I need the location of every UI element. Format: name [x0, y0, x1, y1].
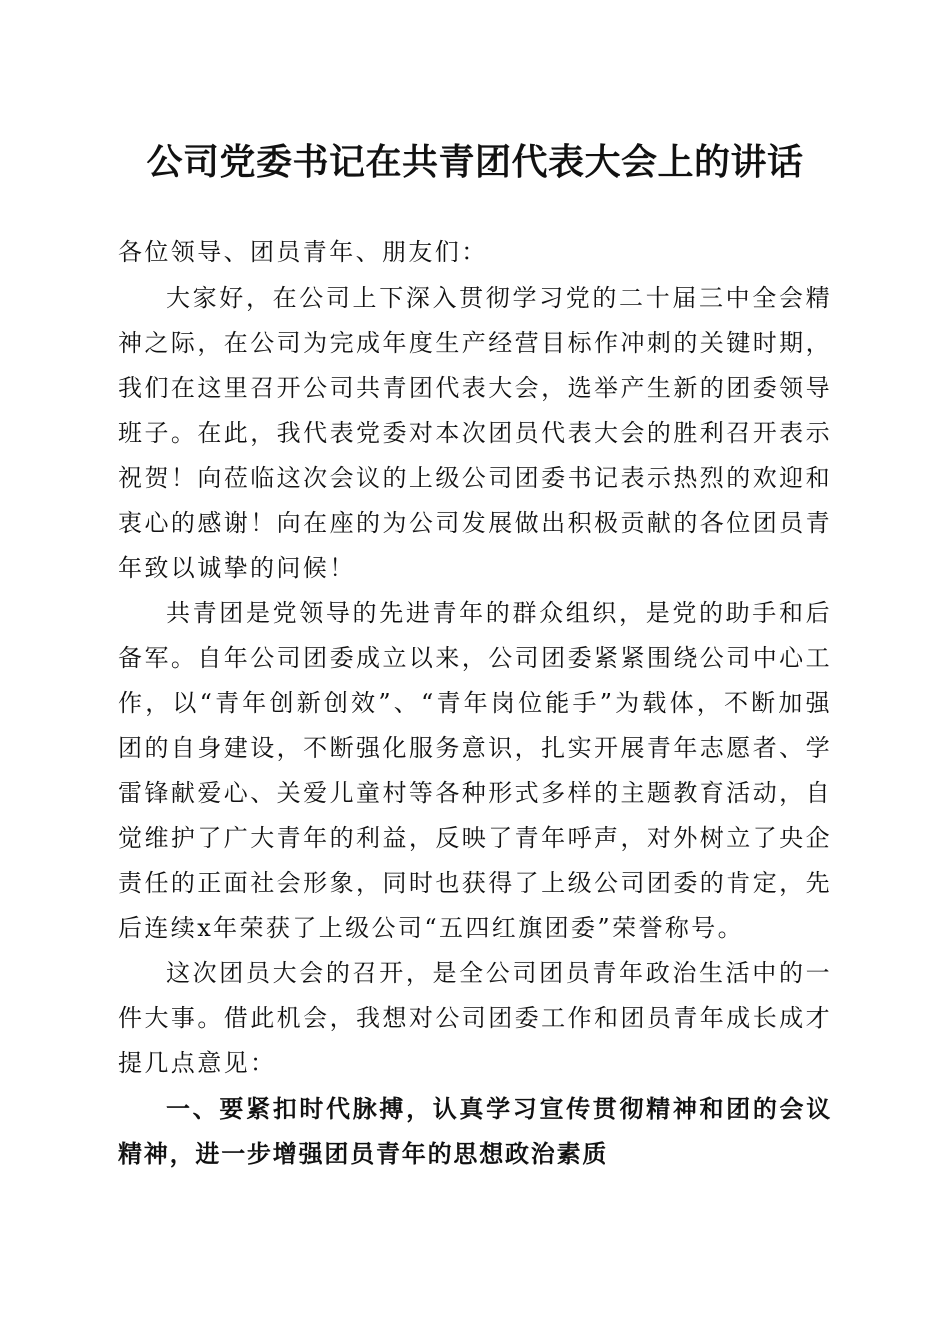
salutation: 各位领导、团员青年、朋友们： — [118, 238, 488, 266]
document-body — [118, 230, 832, 1177]
paragraph-youth-league-work: 共青团是党领导的先进青年的群众组织，是党的助手和后备军。自年公司团委成立以来，公司团委紧紧围绕公司中心工作，以“青年创新创效”、“青年岗位能手”为载体，不断加强团的自身建设，不断强化服务意识，扎实开展青年志愿者、学雷锋献爱心、关爱儿童村等各种形式多样的主题教育活动，自觉维护了广大青年的利益，反映了青年呼声，对外树立了央企责任的正面社会形象，同时也获得了上级公司团委的肯定，先后连续x年荣获了上级公司“五四红旗团委”荣誉称号。 — [118, 599, 832, 942]
paragraph-opening: 大家好，在公司上下深入贯彻学习党的二十届三中全会精神之际，在公司为完成年度生产经营目标作冲刺的关键时期，我们在这里召开公司共青团代表大会，选举产生新的团委领导班子。在此，我代表党委对本次团员代表大会的胜利召开表示祝贺！向莅临这次会议的上级公司团委书记表示热烈的欢迎和衷心的感谢！向在座的为公司发展做出积极贡献的各位团员青年致以诚挚的问候！ — [118, 284, 832, 582]
paragraph-meeting-significance: 这次团员大会的召开，是全公司团员青年政治生活中的一件大事。借此机会，我想对公司团委工作和团员青年成长成才提几点意见： — [118, 959, 832, 1077]
document-title: 公司党委书记在共青团代表大会上的讲话 — [146, 141, 804, 183]
section-heading-1: 一、要紧扣时代脉搏，认真学习宣传贯彻精神和团的会议精神，进一步增强团员青年的思想政治素质 — [118, 1095, 832, 1168]
